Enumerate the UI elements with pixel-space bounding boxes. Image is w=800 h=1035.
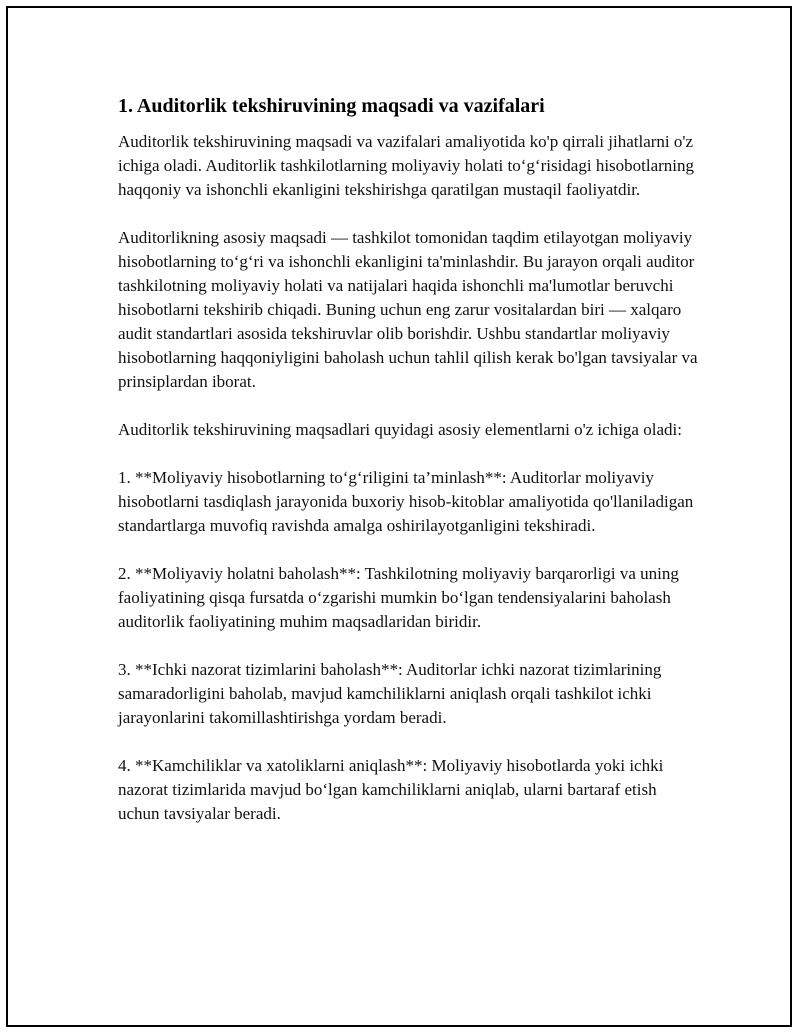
list-item-1: 1. **Moliyaviy hisobotlarning to‘g‘riligini ta’minlash**: Auditorlar moliyaviy hisobotlarni tasdiqlash jarayonida buxoriy hisob-kitoblar amaliyotida qo'llaniladigan standartlarga muvofiq ravishda amalga oshirilayotganligini tekshiradi. xyxy=(118,468,694,535)
document-body xyxy=(118,92,698,850)
list-item-2: 2. **Moliyaviy holatni baholash**: Tashkilotning moliyaviy barqarorligi va uning faoliyatining qisqa fursatda o‘zgarishi mumkin bo‘lgan tendensiyalarini baholash auditorlik faoliyatining muhim maqsadlaridan biridir. xyxy=(118,564,679,631)
list-item-3: 3. **Ichki nazorat tizimlarini baholash**: Auditorlar ichki nazorat tizimlarining samaradorligini baholab, mavjud kamchiliklarni aniqlash orqali tashkilot ichki jarayonlarini takomillashtirishga yordam beradi. xyxy=(118,660,662,727)
section-heading: 1. Auditorlik tekshiruvining maqsadi va vazifalari xyxy=(118,95,545,117)
paragraph-elements-intro: Auditorlik tekshiruvining maqsadlari quyidagi asosiy elementlarni o'z ichiga oladi: xyxy=(118,420,682,439)
list-item-4: 4. **Kamchiliklar va xatoliklarni aniqlash**: Moliyaviy hisobotlarda yoki ichki nazorat tizimlarida mavjud bo‘lgan kamchiliklarni aniqlab, ularni bartaraf etish uchun tavsiyalar beradi. xyxy=(118,756,664,823)
paragraph-main-goal: Auditorlikning asosiy maqsadi — tashkilot tomonidan taqdim etilayotgan moliyaviy hisobotlarning to‘g‘ri va ishonchli ekanligini ta'minlashdir. Bu jarayon orqali auditor tashkilotning moliyaviy holati va natijalari haqida ishonchli ma'lumotlar beruvchi hisobotlarni tekshirib chiqadi. Buning uchun eng zarur vositalardan biri — xalqaro audit standartlari asosida tekshiruvlar olib borishdir. Ushbu standartlar moliyaviy hisobotlarning haqqoniyligini baholash uchun tahlil qilish kerak bo'lgan tavsiyalar va prinsiplardan iborat. xyxy=(118,228,698,391)
paragraph-intro: Auditorlik tekshiruvining maqsadi va vazifalari amaliyotida ko'p qirrali jihatlarni o'z ichiga oladi. Auditorlik tashkilotlarning moliyaviy holati to‘g‘risidagi hisobotlarning haqqoniy va ishonchli ekanligini tekshirishga qaratilgan mustaqil faoliyatdir. xyxy=(118,132,695,199)
